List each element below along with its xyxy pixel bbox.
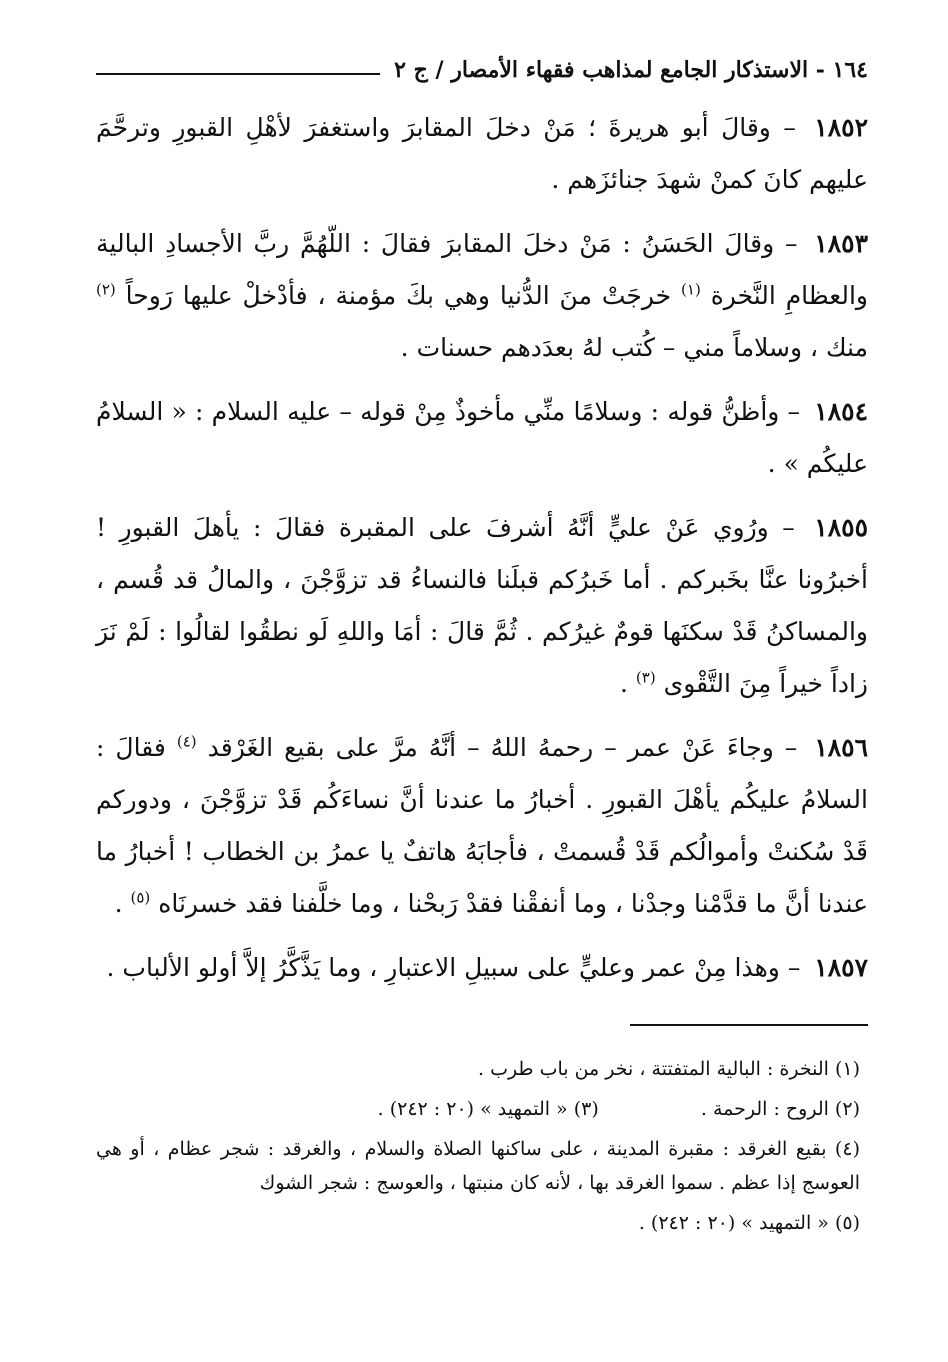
paragraph-1855 — [96, 502, 868, 710]
footnote-ref-3[interactable]: (٣) — [635, 668, 656, 687]
footnote-rule — [630, 1024, 868, 1034]
footnote-ref-2[interactable]: (٢) — [96, 280, 116, 299]
footnote-2: (٢) الروح : الرحمة . — [700, 1098, 860, 1120]
paragraph-text: – وجاءَ عَنْ عمر – رحمهُ اللهُ – أنَّهُ مرَّ على بقيع الغَرْقد — [207, 733, 798, 762]
paragraph-text: – وأظنُّ قوله : وسلامًا منِّي مأخوذٌ مِنْ قوله – عليه السلام : « السلامُ عليكُم » . — [96, 397, 868, 478]
paragraph-text: فقالَ : السلامُ عليكُم يأهْلَ القبورِ . أخبارُ ما عندنا أنَّ نساءَكُم قَدْ تزوَّجْنَ ، ودوركم قَدْ سُكنتْ وأموالُكم قَدْ قُسمتْ ، فأجابَهُ هاتفٌ يا عمرُ بن الخطاب ! أخبارُ ما عندنا أنَّ ما قدَّمْنا وجدْنا ، وما أنفقْنا فقدْ رَبحْنا ، وما خلَّفنا فقد خسرنَاه — [96, 733, 868, 918]
paragraph-number: ١٨٥٣ — [814, 229, 868, 258]
footnote-4: (٤) بقيع الغرقد : مقبرة المدينة ، على ساكنها الصلاة والسلام ، والغرقد : شجر عظام ، أو هي العوسج إذا عظم . سموا الغرقد بها ، لأنه كان منبتها ، والعوسج : شجر الشوك — [96, 1138, 860, 1194]
paragraph-1856 — [96, 722, 868, 930]
running-header — [96, 50, 868, 90]
main-text — [96, 102, 868, 994]
header-title: ١٦٤ - الاستذكار الجامع لمذاهب فقهاء الأمصار / ج ٢ — [394, 57, 868, 83]
paragraph-1852 — [96, 102, 868, 206]
paragraph-text: – وقالَ الحَسَنُ : مَنْ دخلَ المقابرَ فقالَ : اللّهُمَّ ربَّ الأجسادِ البالية والعظامِ النَّخرة — [96, 229, 869, 310]
paragraph-1857 — [96, 942, 868, 994]
footnote-ref-4[interactable]: (٤) — [176, 732, 197, 751]
paragraph-text: . — [620, 669, 628, 698]
footnote-3: (٣) « التمهيد » (٢٠ : ٢٤٢) . — [377, 1098, 599, 1120]
paragraph-text: . — [114, 889, 123, 918]
book-page — [96, 50, 868, 1246]
paragraph-text: خرجَتْ منَ الدُّنيا وهي بكَ مؤمنة ، فأدْخلْ عليها رَوحاً — [125, 281, 672, 310]
footnote-1: (١) النخرة : البالية المتفتتة ، نخر من باب طرب . — [477, 1058, 860, 1080]
footnote-5: (٥) « التمهيد » (٢٠ : ٢٤٢) . — [638, 1212, 860, 1234]
paragraph-number: ١٨٥٥ — [814, 513, 868, 542]
footnote-ref-5[interactable]: (٥) — [130, 888, 151, 907]
paragraph-number: ١٨٥٦ — [814, 733, 869, 762]
footnote-2-3-line — [96, 1092, 860, 1126]
paragraph-text: – ورُوي عَنْ عليٍّ أنَّهُ أشرفَ على المقبرة فقالَ : يأهلَ القبورِ ! أخبرُونا عنَّا بخَبركم . أما خَبرُكم قبلَنا فالنساءُ قد تزوَّجْنَ ، والمالُ قد قُسم ، والمساكنُ قَدْ سكنَها قومٌ غيرُكم . ثُمَّ قالَ : أمَا واللهِ لَو نطقُوا لقالُوا : لَمْ نَرَ زاداً خيراً مِنَ التَّقْوى — [96, 513, 868, 698]
paragraph-text: – وقالَ أبو هريرةَ ؛ مَنْ دخلَ المقابرَ واستغفرَ لأهْلِ القبورِ وترحَّمَ عليهم كانَ كمنْ شهدَ جنائزَهم . — [96, 113, 868, 194]
paragraph-text: – وهذا مِنْ عمر وعليٍّ على سبيلِ الاعتبارِ ، وما يَذَّكَّرُ إلاَّ أولو الألباب . — [106, 953, 801, 982]
footnote-separator — [96, 1024, 868, 1034]
footnote-ref-1[interactable]: (١) — [681, 280, 701, 299]
paragraph-number: ١٨٥٧ — [814, 953, 868, 982]
paragraph-number: ١٨٥٢ — [814, 113, 868, 142]
paragraph-number: ١٨٥٤ — [814, 397, 868, 426]
paragraph-1854 — [96, 386, 868, 490]
footnotes — [96, 1052, 868, 1240]
header-rule — [96, 73, 380, 75]
paragraph-1853 — [96, 218, 868, 374]
paragraph-text: منك ، وسلاماً مني – كُتب لهُ بعدَدهم حسنات . — [400, 333, 868, 362]
